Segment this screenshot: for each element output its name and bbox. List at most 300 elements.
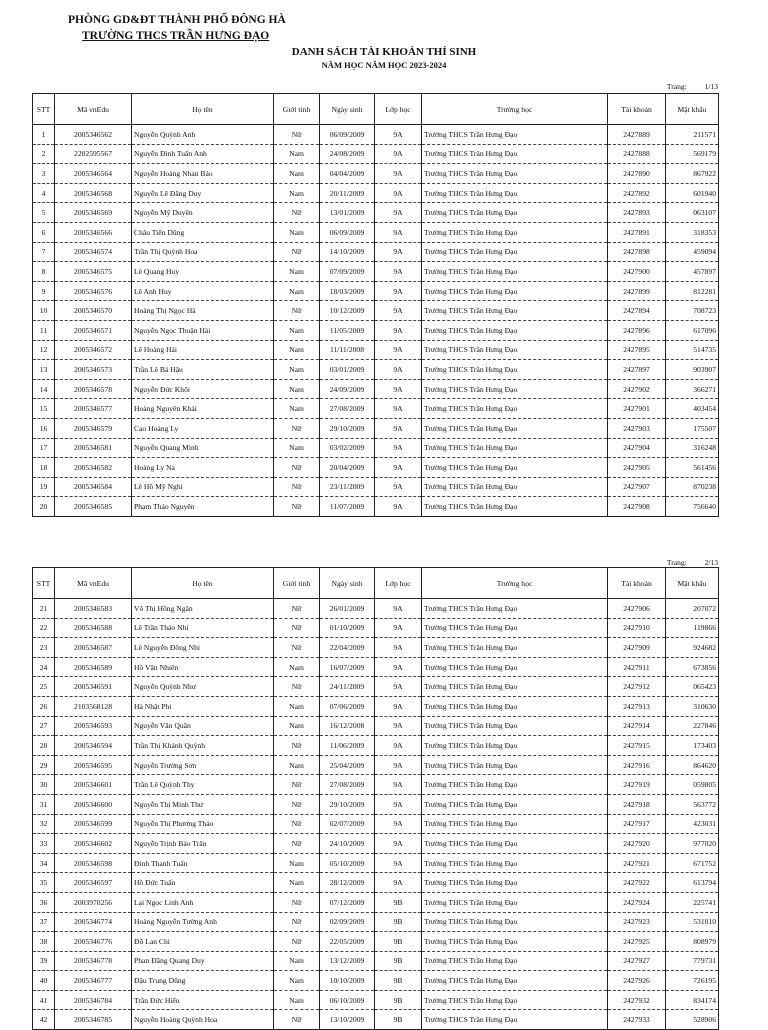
cell-birth-date: 13/12/2009: [320, 951, 375, 971]
cell-password: 514735: [666, 340, 719, 360]
cell-account: 2427927: [608, 951, 666, 971]
cell-birth-date: 13/10/2009: [320, 1010, 375, 1030]
cell-gender: Nam: [274, 164, 320, 184]
table-row: [33, 418, 719, 438]
cell-vnedu-code: 2005346777: [55, 971, 132, 991]
cell-birth-date: 07/09/2009: [320, 262, 375, 282]
cell-birth-date: 01/10/2009: [320, 618, 375, 638]
cell-school: Trường THCS Trần Hưng Đạo: [422, 1010, 608, 1030]
cell-class: 9B: [375, 932, 422, 952]
table-row: [33, 281, 719, 301]
cell-password: 726195: [666, 971, 719, 991]
cell-gender: Nữ: [274, 458, 320, 478]
cell-full-name: Hồ Văn Nhiên: [132, 657, 274, 677]
cell-gender: Nữ: [274, 892, 320, 912]
cell-gender: Nữ: [274, 242, 320, 262]
page-value: 2/13: [704, 558, 718, 567]
cell-stt: 24: [33, 657, 55, 677]
cell-stt: 12: [33, 340, 55, 360]
cell-password: 808979: [666, 932, 719, 952]
header-org: PHÒNG GD&ĐT THÀNH PHỐ ĐÔNG HÀ: [68, 14, 286, 26]
column-header-stt: STT: [33, 568, 55, 599]
column-header-class: Lớp học: [375, 94, 422, 125]
cell-gender: Nam: [274, 971, 320, 991]
cell-class: 9A: [375, 183, 422, 203]
cell-full-name: Lê Hồ Mỹ Nghi: [132, 477, 274, 497]
cell-birth-date: 29/10/2009: [320, 418, 375, 438]
cell-full-name: Nguyễn Lê Đăng Duy: [132, 183, 274, 203]
column-header-gender: Giới tính: [274, 568, 320, 599]
table-row: [33, 183, 719, 203]
document-title: DANH SÁCH TÀI KHOẢN THÍ SINH: [291, 46, 477, 58]
cell-school: Trường THCS Trần Hưng Đạo: [422, 262, 608, 282]
cell-account: 2427890: [608, 164, 666, 184]
table-row: [33, 125, 719, 145]
cell-birth-date: 03/01/2009: [320, 360, 375, 380]
cell-birth-date: 06/09/2009: [320, 222, 375, 242]
column-header-birth-date: Ngày sinh: [320, 568, 375, 599]
column-header-account: Tài khoản: [608, 94, 666, 125]
cell-gender: Nam: [274, 340, 320, 360]
cell-vnedu-code: 2005346599: [55, 814, 132, 834]
cell-full-name: Nguyễn Hoàng Nhan Bảo: [132, 164, 274, 184]
cell-account: 2427933: [608, 1010, 666, 1030]
cell-stt: 2: [33, 144, 55, 164]
cell-birth-date: 29/10/2009: [320, 794, 375, 814]
cell-class: 9A: [375, 164, 422, 184]
cell-gender: Nữ: [274, 638, 320, 658]
table-row: [33, 360, 719, 380]
cell-stt: 14: [33, 379, 55, 399]
cell-vnedu-code: 2005346598: [55, 853, 132, 873]
cell-school: Trường THCS Trần Hưng Đạo: [422, 599, 608, 619]
cell-vnedu-code: 2005346573: [55, 360, 132, 380]
cell-vnedu-code: 2005346583: [55, 599, 132, 619]
cell-account: 2427914: [608, 716, 666, 736]
cell-vnedu-code: 2202595567: [55, 144, 132, 164]
cell-gender: Nữ: [274, 599, 320, 619]
cell-school: Trường THCS Trần Hưng Đạo: [422, 971, 608, 991]
cell-school: Trường THCS Trần Hưng Đạo: [422, 360, 608, 380]
cell-gender: Nữ: [274, 932, 320, 952]
cell-password: 423031: [666, 814, 719, 834]
cell-birth-date: 11/06/2009: [320, 736, 375, 756]
cell-vnedu-code: 2005346589: [55, 657, 132, 677]
cell-password: 227846: [666, 716, 719, 736]
cell-class: 9B: [375, 1010, 422, 1030]
cell-account: 2427923: [608, 912, 666, 932]
table-row: [33, 951, 719, 971]
cell-full-name: Đinh Thanh Tuấn: [132, 853, 274, 873]
cell-stt: 5: [33, 203, 55, 223]
page-label: Trang:: [666, 82, 687, 91]
cell-vnedu-code: 2005346571: [55, 320, 132, 340]
table-row: [33, 301, 719, 321]
cell-class: 9A: [375, 320, 422, 340]
cell-school: Trường THCS Trần Hưng Đạo: [422, 990, 608, 1010]
cell-class: 9A: [375, 281, 422, 301]
cell-stt: 37: [33, 912, 55, 932]
cell-birth-date: 20/04/2009: [320, 458, 375, 478]
cell-stt: 17: [33, 438, 55, 458]
column-header-school: Trường học: [422, 94, 608, 125]
cell-class: 9A: [375, 262, 422, 282]
cell-account: 2427904: [608, 438, 666, 458]
cell-stt: 32: [33, 814, 55, 834]
cell-stt: 36: [33, 892, 55, 912]
cell-password: 366271: [666, 379, 719, 399]
cell-class: 9A: [375, 144, 422, 164]
cell-birth-date: 28/12/2009: [320, 873, 375, 893]
cell-school: Trường THCS Trần Hưng Đạo: [422, 755, 608, 775]
cell-full-name: Lê Trần Thảo Nhi: [132, 618, 274, 638]
cell-school: Trường THCS Trần Hưng Đạo: [422, 144, 608, 164]
cell-gender: Nữ: [274, 736, 320, 756]
cell-school: Trường THCS Trần Hưng Đạo: [422, 794, 608, 814]
cell-full-name: Nguyễn Trịnh Bảo Trân: [132, 834, 274, 854]
cell-class: 9A: [375, 853, 422, 873]
cell-class: 9A: [375, 736, 422, 756]
cell-vnedu-code: 2005346778: [55, 951, 132, 971]
column-header-password: Mật khẩu: [666, 568, 719, 599]
cell-class: 9B: [375, 951, 422, 971]
cell-password: 834174: [666, 990, 719, 1010]
column-header-vnedu-code: Mã vnEdu: [55, 568, 132, 599]
cell-password: 173403: [666, 736, 719, 756]
cell-full-name: Nguyễn Quỳnh Như: [132, 677, 274, 697]
cell-school: Trường THCS Trần Hưng Đạo: [422, 458, 608, 478]
table-row: [33, 320, 719, 340]
cell-class: 9A: [375, 657, 422, 677]
cell-stt: 38: [33, 932, 55, 952]
cell-class: 9B: [375, 971, 422, 991]
cell-class: 9A: [375, 814, 422, 834]
cell-full-name: Võ Thị Hồng Ngân: [132, 599, 274, 619]
cell-full-name: Nguyễn Văn Quân: [132, 716, 274, 736]
cell-birth-date: 10/10/2009: [320, 971, 375, 991]
cell-vnedu-code: 2005346574: [55, 242, 132, 262]
cell-school: Trường THCS Trần Hưng Đạo: [422, 814, 608, 834]
cell-birth-date: 03/02/2009: [320, 438, 375, 458]
cell-class: 9A: [375, 458, 422, 478]
cell-password: 613794: [666, 873, 719, 893]
cell-school: Trường THCS Trần Hưng Đạo: [422, 618, 608, 638]
cell-school: Trường THCS Trần Hưng Đạo: [422, 775, 608, 795]
cell-class: 9A: [375, 301, 422, 321]
cell-stt: 20: [33, 497, 55, 517]
cell-class: 9A: [375, 638, 422, 658]
cell-account: 2427902: [608, 379, 666, 399]
cell-birth-date: 24/08/2009: [320, 144, 375, 164]
cell-class: 9A: [375, 618, 422, 638]
cell-vnedu-code: 2005346566: [55, 222, 132, 242]
cell-class: 9A: [375, 438, 422, 458]
table-row: [33, 438, 719, 458]
table-row: [33, 399, 719, 419]
cell-gender: Nam: [274, 951, 320, 971]
cell-full-name: Nguyễn Ngọc Thuận Hải: [132, 320, 274, 340]
cell-school: Trường THCS Trần Hưng Đạo: [422, 873, 608, 893]
cell-stt: 42: [33, 1010, 55, 1030]
cell-birth-date: 05/10/2009: [320, 853, 375, 873]
cell-gender: Nữ: [274, 418, 320, 438]
cell-full-name: Lê Nguyễn Đông Nhi: [132, 638, 274, 658]
cell-password: 617096: [666, 320, 719, 340]
cell-password: 528906: [666, 1010, 719, 1030]
cell-stt: 28: [33, 736, 55, 756]
cell-birth-date: 24/11/2009: [320, 677, 375, 697]
cell-account: 2427893: [608, 203, 666, 223]
cell-stt: 18: [33, 458, 55, 478]
cell-stt: 27: [33, 716, 55, 736]
cell-stt: 16: [33, 418, 55, 438]
cell-password: 870238: [666, 477, 719, 497]
cell-account: 2427917: [608, 814, 666, 834]
table-row: [33, 242, 719, 262]
cell-account: 2427911: [608, 657, 666, 677]
cell-school: Trường THCS Trần Hưng Đạo: [422, 340, 608, 360]
cell-gender: Nam: [274, 873, 320, 893]
cell-stt: 35: [33, 873, 55, 893]
cell-account: 2427913: [608, 696, 666, 716]
cell-password: 708723: [666, 301, 719, 321]
cell-password: 059805: [666, 775, 719, 795]
cell-class: 9A: [375, 399, 422, 419]
cell-school: Trường THCS Trần Hưng Đạo: [422, 222, 608, 242]
table-row: [33, 164, 719, 184]
table-row: [33, 618, 719, 638]
column-header-birth-date: Ngày sinh: [320, 94, 375, 125]
cell-vnedu-code: 2005346581: [55, 438, 132, 458]
cell-birth-date: 11/11/2008: [320, 340, 375, 360]
table-row: [33, 873, 719, 893]
cell-full-name: Lê Anh Huy: [132, 281, 274, 301]
cell-birth-date: 14/10/2009: [320, 242, 375, 262]
cell-account: 2427892: [608, 183, 666, 203]
table-row: [33, 814, 719, 834]
cell-class: 9A: [375, 125, 422, 145]
cell-full-name: Nguyễn Hoàng Quỳnh Hoa: [132, 1010, 274, 1030]
cell-password: 671752: [666, 853, 719, 873]
table-row: [33, 262, 719, 282]
cell-class: 9A: [375, 775, 422, 795]
cell-birth-date: 04/04/2009: [320, 164, 375, 184]
cell-birth-date: 22/04/2009: [320, 638, 375, 658]
cell-password: 903907: [666, 360, 719, 380]
cell-birth-date: 20/11/2009: [320, 183, 375, 203]
cell-account: 2427915: [608, 736, 666, 756]
table-row: [33, 203, 719, 223]
cell-birth-date: 26/01/2009: [320, 599, 375, 619]
column-header-school: Trường học: [422, 568, 608, 599]
cell-birth-date: 24/09/2009: [320, 379, 375, 399]
cell-account: 2427908: [608, 497, 666, 517]
cell-vnedu-code: 2005346584: [55, 477, 132, 497]
page-number-1: [667, 82, 718, 91]
table-row: [33, 775, 719, 795]
cell-vnedu-code: 2005346564: [55, 164, 132, 184]
cell-stt: 1: [33, 125, 55, 145]
cell-password: 065423: [666, 677, 719, 697]
cell-vnedu-code: 2005346562: [55, 125, 132, 145]
table-row: [33, 497, 719, 517]
cell-school: Trường THCS Trần Hưng Đạo: [422, 677, 608, 697]
cell-account: 2427920: [608, 834, 666, 854]
cell-stt: 13: [33, 360, 55, 380]
table-row: [33, 736, 719, 756]
cell-stt: 40: [33, 971, 55, 991]
cell-stt: 26: [33, 696, 55, 716]
cell-account: 2427898: [608, 242, 666, 262]
cell-gender: Nam: [274, 222, 320, 242]
cell-stt: 10: [33, 301, 55, 321]
student-table-page-1: [32, 93, 719, 517]
cell-vnedu-code: 2005346784: [55, 990, 132, 1010]
cell-vnedu-code: 2005346785: [55, 1010, 132, 1030]
cell-password: 812281: [666, 281, 719, 301]
cell-school: Trường THCS Trần Hưng Đạo: [422, 696, 608, 716]
cell-school: Trường THCS Trần Hưng Đạo: [422, 418, 608, 438]
cell-full-name: Lê Quang Huy: [132, 262, 274, 282]
cell-gender: Nam: [274, 438, 320, 458]
cell-account: 2427909: [608, 638, 666, 658]
cell-stt: 29: [33, 755, 55, 775]
cell-password: 175507: [666, 418, 719, 438]
cell-class: 9A: [375, 497, 422, 517]
cell-gender: Nam: [274, 399, 320, 419]
cell-class: 9A: [375, 599, 422, 619]
cell-password: 459094: [666, 242, 719, 262]
cell-vnedu-code: 2005346593: [55, 716, 132, 736]
cell-stt: 4: [33, 183, 55, 203]
cell-full-name: Nguyễn Trường Sơn: [132, 755, 274, 775]
cell-password: 211571: [666, 125, 719, 145]
cell-school: Trường THCS Trần Hưng Đạo: [422, 912, 608, 932]
cell-school: Trường THCS Trần Hưng Đạo: [422, 477, 608, 497]
cell-gender: Nữ: [274, 477, 320, 497]
cell-gender: Nam: [274, 144, 320, 164]
cell-password: 561456: [666, 458, 719, 478]
table-row: [33, 990, 719, 1010]
cell-password: 756640: [666, 497, 719, 517]
cell-stt: 6: [33, 222, 55, 242]
cell-school: Trường THCS Trần Hưng Đạo: [422, 657, 608, 677]
cell-account: 2427926: [608, 971, 666, 991]
cell-password: 063107: [666, 203, 719, 223]
cell-account: 2427899: [608, 281, 666, 301]
cell-gender: Nữ: [274, 912, 320, 932]
cell-full-name: Hoàng Ly Na: [132, 458, 274, 478]
cell-vnedu-code: 2005346572: [55, 340, 132, 360]
cell-class: 9B: [375, 990, 422, 1010]
table-row: [33, 677, 719, 697]
cell-gender: Nam: [274, 281, 320, 301]
cell-vnedu-code: 2005346588: [55, 618, 132, 638]
cell-vnedu-code: 2005346774: [55, 912, 132, 932]
column-header-gender: Giới tính: [274, 94, 320, 125]
column-header-full-name: Họ tên: [132, 568, 274, 599]
cell-vnedu-code: 2005346569: [55, 203, 132, 223]
cell-password: 207072: [666, 599, 719, 619]
column-header-stt: STT: [33, 94, 55, 125]
cell-vnedu-code: 2005346595: [55, 755, 132, 775]
cell-school: Trường THCS Trần Hưng Đạo: [422, 281, 608, 301]
cell-birth-date: 07/12/2009: [320, 892, 375, 912]
cell-school: Trường THCS Trần Hưng Đạo: [422, 736, 608, 756]
cell-gender: Nữ: [274, 834, 320, 854]
cell-full-name: Nguyễn Quang Minh: [132, 438, 274, 458]
cell-stt: 21: [33, 599, 55, 619]
cell-account: 2427903: [608, 418, 666, 438]
cell-vnedu-code: 2005346585: [55, 497, 132, 517]
cell-class: 9A: [375, 716, 422, 736]
cell-password: 601940: [666, 183, 719, 203]
table-row: [33, 794, 719, 814]
cell-school: Trường THCS Trần Hưng Đạo: [422, 301, 608, 321]
cell-birth-date: 25/04/2009: [320, 755, 375, 775]
column-header-vnedu-code: Mã vnEdu: [55, 94, 132, 125]
cell-stt: 8: [33, 262, 55, 282]
cell-class: 9B: [375, 892, 422, 912]
cell-birth-date: 13/01/2009: [320, 203, 375, 223]
cell-vnedu-code: 2005346587: [55, 638, 132, 658]
cell-full-name: Lê Hoàng Hải: [132, 340, 274, 360]
cell-birth-date: 16/12/2008: [320, 716, 375, 736]
cell-vnedu-code: 2103568128: [55, 696, 132, 716]
cell-account: 2427919: [608, 775, 666, 795]
cell-school: Trường THCS Trần Hưng Đạo: [422, 892, 608, 912]
cell-stt: 33: [33, 834, 55, 854]
cell-birth-date: 16/07/2009: [320, 657, 375, 677]
cell-class: 9A: [375, 222, 422, 242]
cell-gender: Nữ: [274, 1010, 320, 1030]
cell-account: 2427918: [608, 794, 666, 814]
cell-stt: 15: [33, 399, 55, 419]
cell-birth-date: 24/10/2009: [320, 834, 375, 854]
cell-class: 9A: [375, 834, 422, 854]
cell-full-name: Đỗ Lan Chi: [132, 932, 274, 952]
cell-stt: 19: [33, 477, 55, 497]
table-row: [33, 716, 719, 736]
cell-class: 9A: [375, 418, 422, 438]
table-row: [33, 853, 719, 873]
table-row: [33, 638, 719, 658]
cell-password: 457897: [666, 262, 719, 282]
cell-gender: Nữ: [274, 775, 320, 795]
cell-stt: 30: [33, 775, 55, 795]
table-row: [33, 379, 719, 399]
cell-full-name: Nguyễn Đức Khôi: [132, 379, 274, 399]
cell-account: 2427921: [608, 853, 666, 873]
cell-stt: 41: [33, 990, 55, 1010]
cell-gender: Nam: [274, 657, 320, 677]
cell-gender: Nữ: [274, 618, 320, 638]
cell-password: 403454: [666, 399, 719, 419]
cell-account: 2427925: [608, 932, 666, 952]
cell-stt: 3: [33, 164, 55, 184]
cell-gender: Nữ: [274, 677, 320, 697]
cell-full-name: Trần Lê Bá Hậu: [132, 360, 274, 380]
cell-birth-date: 11/07/2009: [320, 497, 375, 517]
student-table-page-2: [32, 567, 719, 1030]
cell-school: Trường THCS Trần Hưng Đạo: [422, 203, 608, 223]
cell-birth-date: 18/03/2009: [320, 281, 375, 301]
cell-account: 2427897: [608, 360, 666, 380]
cell-vnedu-code: 2005346582: [55, 458, 132, 478]
cell-password: 569179: [666, 144, 719, 164]
page-number-2: [667, 558, 718, 567]
cell-school: Trường THCS Trần Hưng Đạo: [422, 638, 608, 658]
